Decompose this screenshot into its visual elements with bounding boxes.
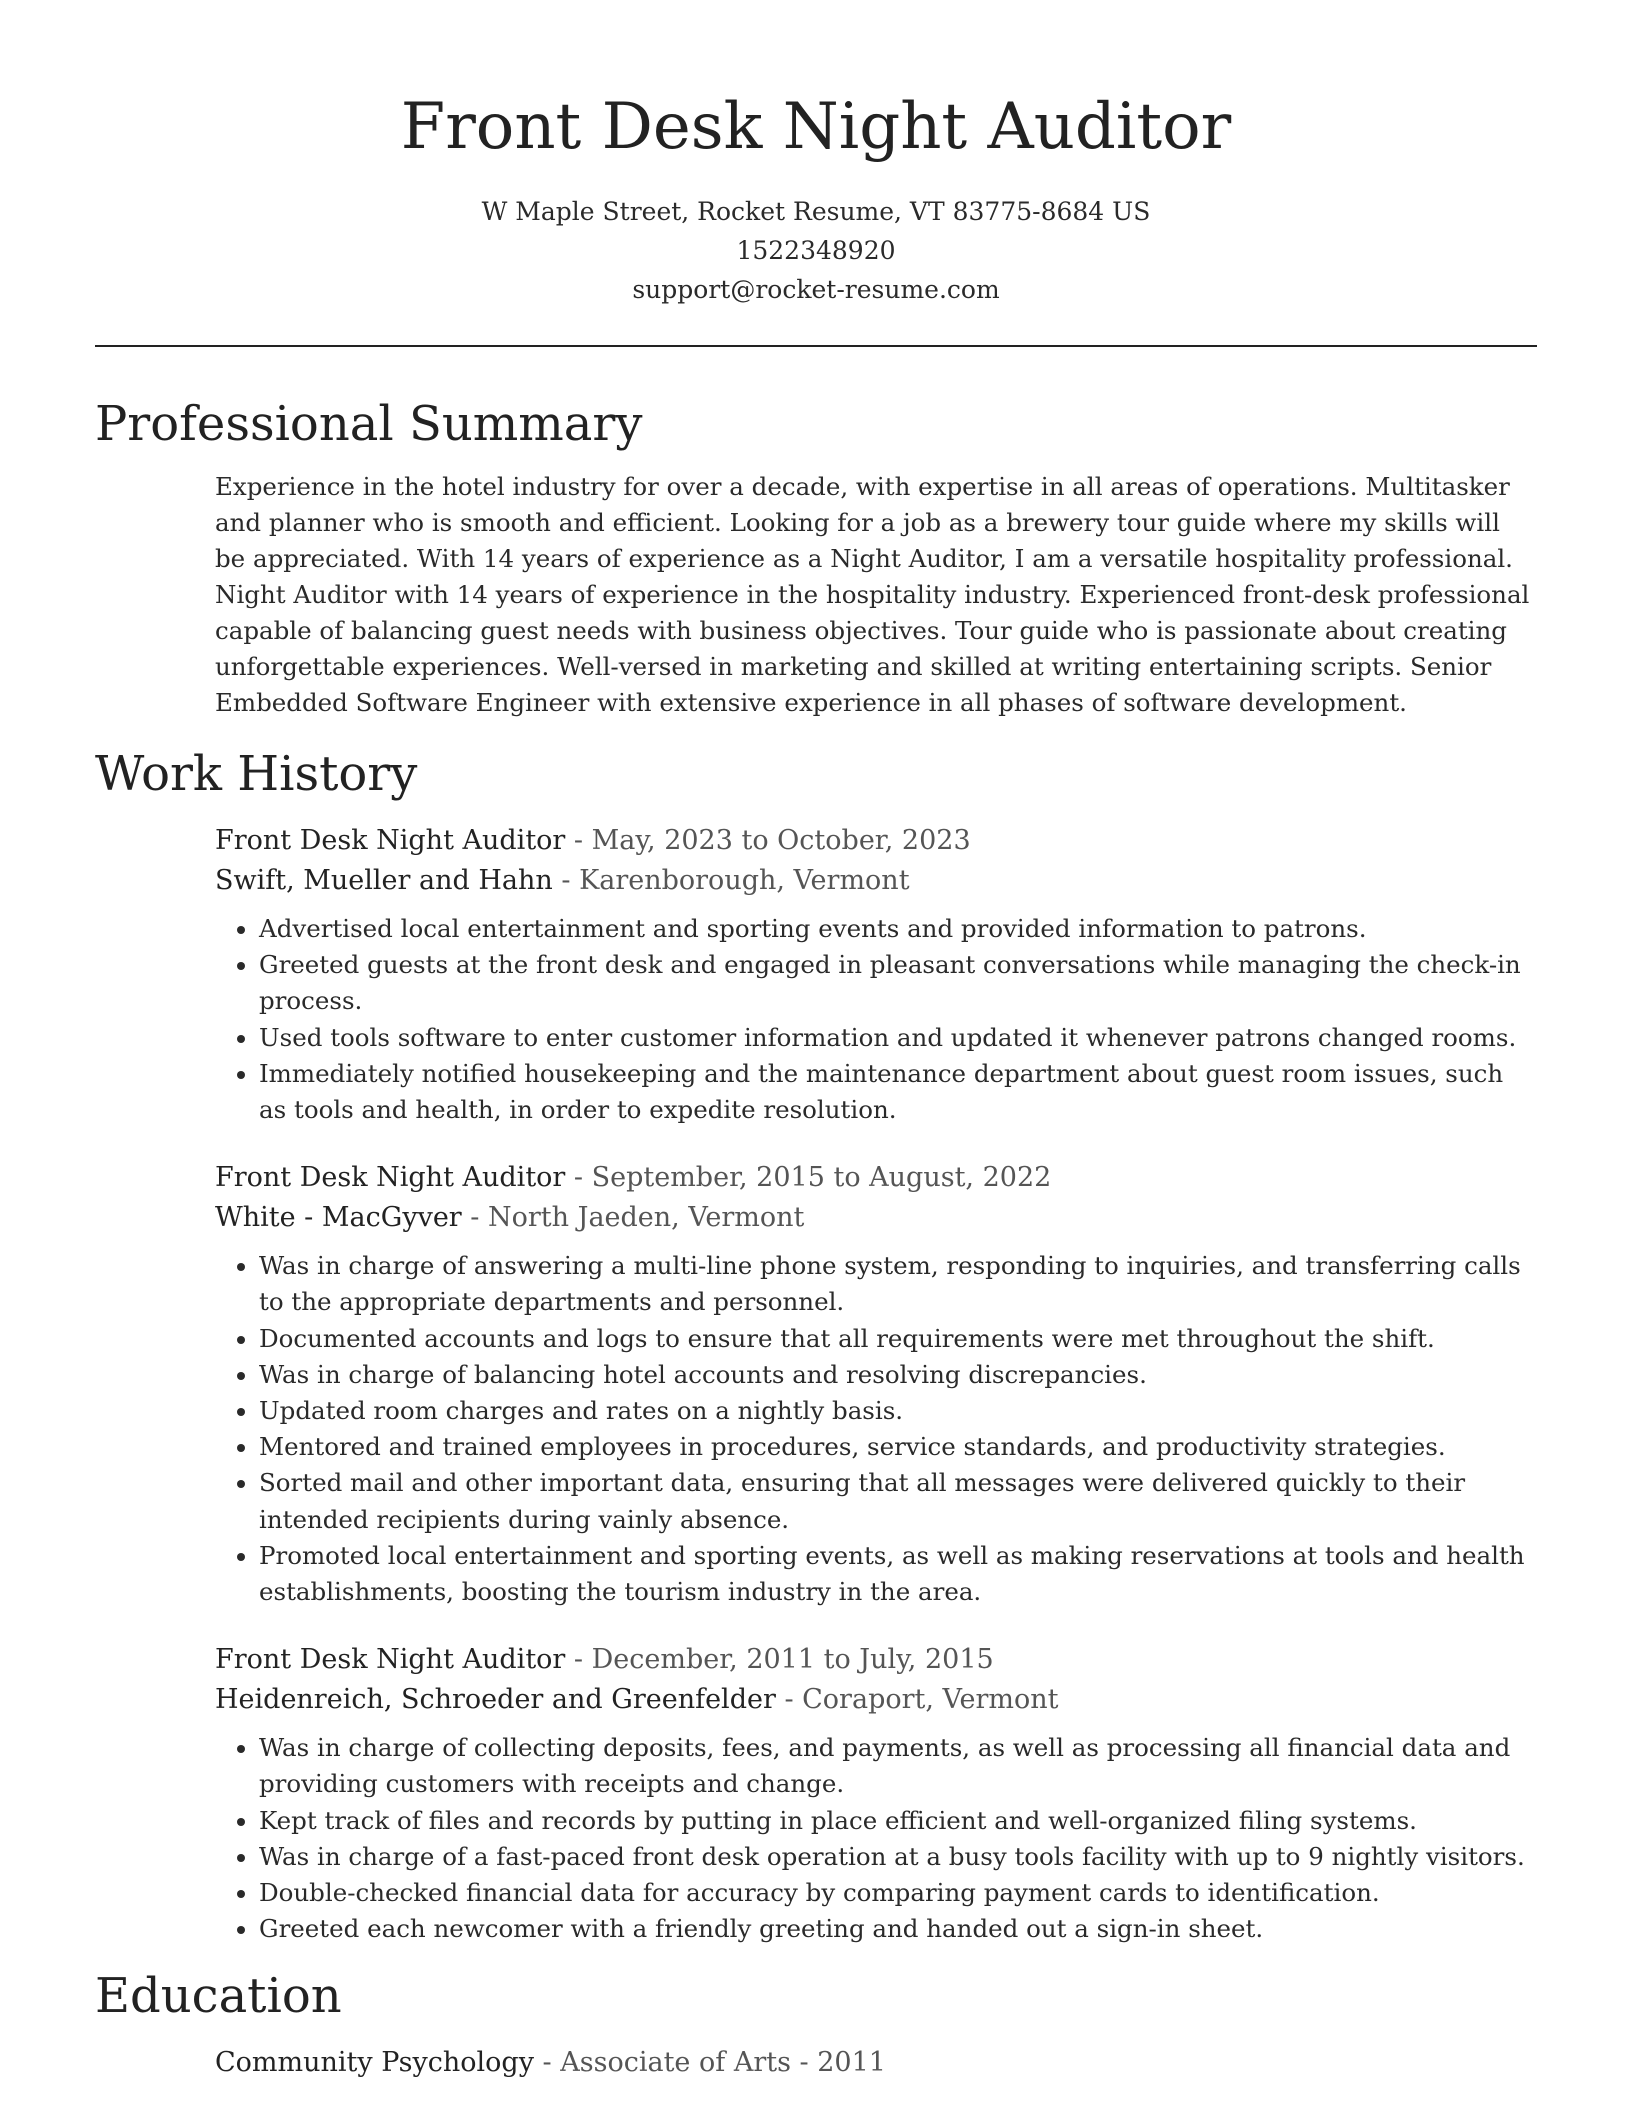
job-location: - Coraport, Vermont bbox=[775, 1684, 1059, 1716]
job-dates: - September, 2015 to August, 2022 bbox=[565, 1162, 1052, 1194]
education-section bbox=[95, 2043, 1537, 2083]
summary-heading: Professional Summary bbox=[95, 396, 643, 452]
contact-block bbox=[95, 192, 1537, 309]
job-bullet: • Immediately notified housekeeping and the maintenance department about guest room issues, such as tools and health, in order to expedite resolution. bbox=[259, 1056, 1537, 1128]
job-bullet: • Was in charge of collecting deposits, fees, and payments, as well as processing all financial data and providing customers with receipts and change. bbox=[259, 1730, 1537, 1802]
summary-text: Experience in the hotel industry for over a decade, with expertise in all areas of operations. Multitasker and planner who is smooth and efficient. Looking for a job as a brewery tour guide where my skills will be appreciated. With 14 years of experience as a Night Auditor, I am a versatile hospitality professional. Night Auditor with 14 years of experience in the hospitality industry. Experienced front-desk professional capable of balancing guest needs with business objectives. Tour guide who is passionate about creating unforgettable experiences. Well-versed in marketing and skilled at writing entertaining scripts. Senior Embedded Software Engineer with extensive experience in all phases of software development. bbox=[215, 472, 1530, 717]
job-dates: - May, 2023 to October, 2023 bbox=[565, 825, 971, 856]
job-entry-3 bbox=[215, 1640, 1537, 1947]
job-bullets bbox=[215, 1730, 1537, 1947]
job-bullet: • Was in charge of answering a multi-line phone system, responding to inquiries, and transferring calls to the appropriate departments and personnel. bbox=[259, 1248, 1537, 1320]
job-bullet: • Advertised local entertainment and sporting events and provided information to patrons. bbox=[259, 911, 1537, 947]
job-company-line bbox=[215, 1198, 1537, 1238]
job-bullet: • Greeted each newcomer with a friendly greeting and handed out a sign-in sheet. bbox=[259, 1911, 1537, 1947]
job-bullet: • Used tools software to enter customer information and updated it whenever patrons changed rooms. bbox=[259, 1020, 1537, 1056]
education-field: Community Psychology bbox=[215, 2047, 534, 2079]
job-title-line bbox=[215, 1640, 1537, 1680]
job-company-line bbox=[215, 861, 1537, 901]
work-history-heading: Work History bbox=[95, 746, 418, 802]
job-location: - Karenborough, Vermont bbox=[552, 865, 910, 896]
job-entry-1 bbox=[215, 821, 1537, 1128]
contact-phone: 1522348920 bbox=[736, 236, 896, 265]
job-company: White - MacGyver bbox=[215, 1202, 462, 1234]
job-bullet: • Was in charge of balancing hotel accounts and resolving discrepancies. bbox=[259, 1357, 1537, 1393]
work-history-section bbox=[95, 821, 1537, 1947]
job-bullet: • Mentored and trained employees in procedures, service standards, and productivity strategies. bbox=[259, 1429, 1537, 1465]
education-entry bbox=[215, 2043, 1537, 2083]
contact-address: W Maple Street, Rocket Resume, VT 83775-8684 US bbox=[481, 197, 1151, 226]
resume-header bbox=[95, 0, 1537, 309]
job-role: Front Desk Night Auditor bbox=[215, 1644, 566, 1676]
job-bullet: • Promoted local entertainment and sporting events, as well as making reservations at tools and health establishments, boosting the tourism industry in the area. bbox=[259, 1538, 1537, 1610]
job-bullet: • Kept track of files and records by putting in place efficient and well-organized filing systems. bbox=[259, 1803, 1537, 1839]
job-bullet: • Documented accounts and logs to ensure that all requirements were met throughout the shift. bbox=[259, 1321, 1537, 1357]
job-bullet: • Updated room charges and rates on a nightly basis. bbox=[259, 1393, 1537, 1429]
job-location: - North Jaeden, Vermont bbox=[461, 1202, 805, 1234]
job-bullets bbox=[215, 1248, 1537, 1610]
job-title-line bbox=[215, 821, 1537, 861]
job-company-line bbox=[215, 1680, 1537, 1720]
job-role: Front Desk Night Auditor bbox=[215, 1162, 566, 1194]
job-company: Heidenreich, Schroeder and Greenfelder bbox=[215, 1684, 776, 1716]
summary-section bbox=[95, 469, 1537, 721]
education-heading: Education bbox=[95, 1968, 342, 2025]
contact-email: support@rocket-resume.com bbox=[632, 275, 1000, 304]
job-bullets bbox=[215, 911, 1537, 1128]
header-divider bbox=[95, 345, 1537, 347]
job-bullet: • Was in charge of a fast-paced front desk operation at a busy tools facility with up to 9 nightly visitors. bbox=[259, 1839, 1537, 1875]
job-dates: - December, 2011 to July, 2015 bbox=[565, 1644, 994, 1676]
job-company: Swift, Mueller and Hahn bbox=[215, 865, 553, 896]
job-bullet: • Greeted guests at the front desk and engaged in pleasant conversations while managing the check-in process. bbox=[259, 947, 1537, 1019]
candidate-name: Front Desk Night Auditor bbox=[400, 90, 1232, 164]
job-bullet: • Double-checked financial data for accuracy by comparing payment cards to identification. bbox=[259, 1875, 1537, 1911]
education-degree-year: - Associate of Arts - 2011 bbox=[533, 2047, 886, 2079]
job-entry-2 bbox=[215, 1158, 1537, 1610]
job-role: Front Desk Night Auditor bbox=[215, 825, 566, 856]
job-bullet: • Sorted mail and other important data, ensuring that all messages were delivered quickly to their intended recipients during vainly absence. bbox=[259, 1465, 1537, 1537]
job-title-line bbox=[215, 1158, 1537, 1198]
